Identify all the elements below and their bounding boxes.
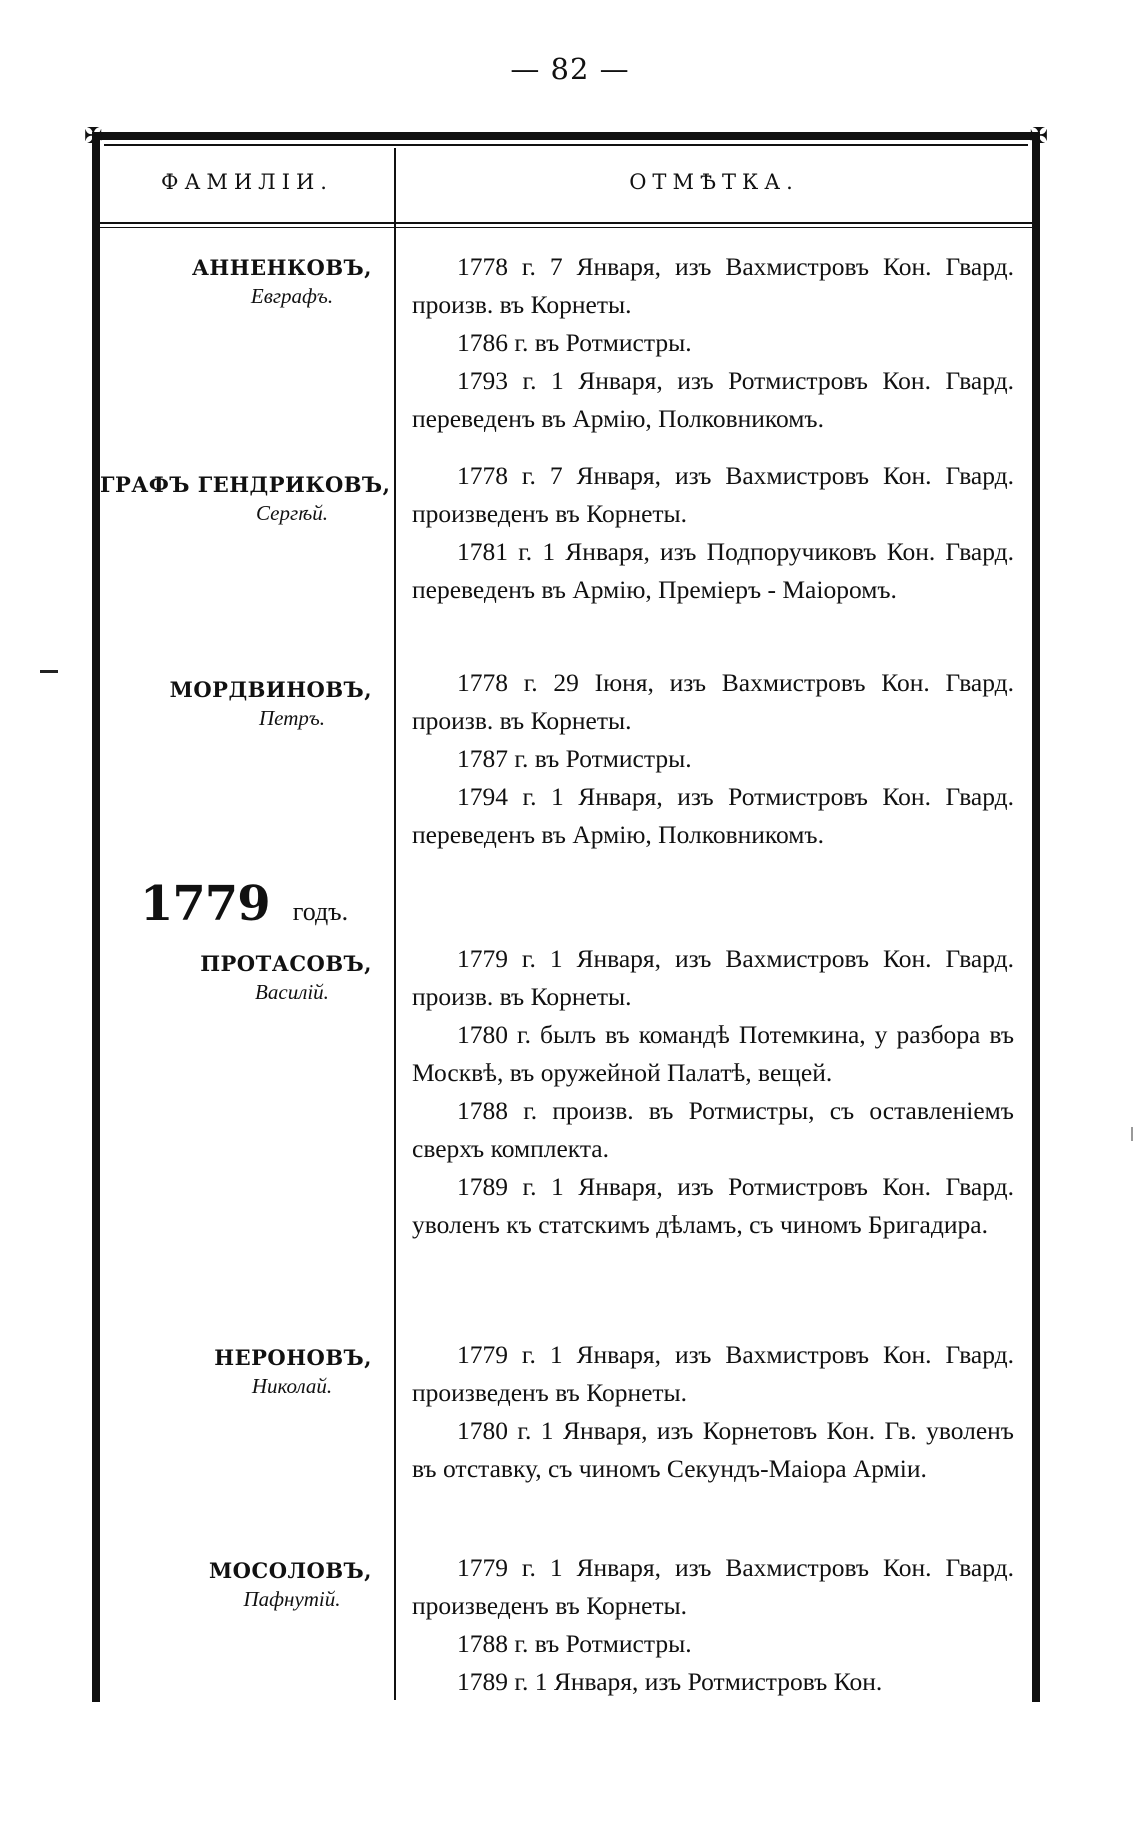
surname: ГРАФЪ ГЕНДРИКОВЪ, — [100, 472, 391, 497]
given-name: Сергѣй. — [256, 501, 328, 525]
surname: АННЕНКОВЪ, — [191, 255, 372, 280]
entry-remarks — [412, 940, 1014, 1244]
remark-line: 1779 г. 1 Января, изъ Вахмистровъ Кон. Гвард. произведенъ въ Корнеты. — [412, 1553, 1014, 1620]
page-number: — 82 — — [510, 52, 630, 86]
entry-name — [100, 255, 394, 309]
remark-line: 1780 г. 1 Января, изъ Корнетовъ Кон. Гв. уволенъ въ отставку, съ чиномъ Секундъ-Маіора Арміи. — [412, 1416, 1014, 1483]
remark-line: 1778 г. 7 Января, изъ Вахмистровъ Кон. Гвард. произведенъ въ Корнеты. — [412, 461, 1014, 528]
surname: МОРДВИНОВЪ, — [169, 677, 372, 702]
column-header-surnames: ФАМИЛІИ. — [161, 170, 333, 194]
remark-line: 1788 г. въ Ротмистры. — [457, 1629, 692, 1658]
header-rule-top — [100, 222, 1032, 224]
given-name: Евграфъ. — [250, 284, 334, 308]
surname: ПРОТАСОВЪ, — [200, 951, 372, 976]
remark-line: 1794 г. 1 Января, изъ Ротмистровъ Кон. Гвард. переведенъ въ Армію, Полковникомъ. — [412, 782, 1014, 849]
remark-line: 1780 г. былъ въ командѣ Потемкина, у разбора въ Москвѣ, въ оружейной Палатѣ, вещей. — [412, 1020, 1014, 1087]
entry-name — [100, 951, 394, 1005]
corner-ornament-right-icon: ✠ — [1029, 124, 1048, 149]
remark-line: 1778 г. 29 Іюня, изъ Вахмистровъ Кон. Гвард. произв. въ Корнеты. — [412, 668, 1014, 735]
remark-line: 1781 г. 1 Января, изъ Подпоручиковъ Кон. Гвард. переведенъ въ Армію, Преміеръ - Маіоромъ. — [412, 537, 1014, 604]
given-name: Пафнутій. — [243, 1587, 341, 1611]
entry-remarks — [412, 248, 1014, 438]
entry-name — [100, 677, 394, 731]
corner-ornament-left-icon: ✠ — [84, 124, 103, 149]
given-name: Василій. — [255, 980, 329, 1004]
column-header-remarks: ОТМѢТКА. — [629, 170, 799, 194]
surname: НЕРОНОВЪ, — [214, 1345, 372, 1370]
entry-name — [100, 1345, 394, 1399]
remark-line: 1793 г. 1 Января, изъ Ротмистровъ Кон. Гвард. переведенъ въ Армію, Полковникомъ. — [412, 366, 1014, 433]
entry-name — [100, 1558, 394, 1612]
remark-line: 1779 г. 1 Января, изъ Вахмистровъ Кон. Гвард. произведенъ въ Корнеты. — [412, 1340, 1014, 1407]
given-name: Петръ. — [258, 706, 326, 730]
entry-remarks — [412, 1336, 1014, 1488]
remark-line: 1779 г. 1 Января, изъ Вахмистровъ Кон. Гвард. произв. въ Корнеты. — [412, 944, 1014, 1011]
remark-line: 1789 г. 1 Января, изъ Ротмистровъ Кон. — [457, 1667, 883, 1696]
margin-tick — [1131, 1127, 1133, 1141]
year-heading — [140, 876, 348, 932]
remark-line: 1786 г. въ Ротмистры. — [457, 328, 692, 357]
entry-name — [100, 472, 394, 526]
column-divider — [394, 148, 396, 1700]
entry-remarks — [412, 664, 1014, 854]
given-name: Николай. — [251, 1374, 333, 1398]
year-number: 1779 — [140, 876, 270, 932]
remark-line: 1778 г. 7 Января, изъ Вахмистровъ Кон. Гвард. произв. въ Корнеты. — [412, 252, 1014, 319]
year-word: годъ. — [292, 897, 349, 926]
remark-line: 1787 г. въ Ротмистры. — [457, 744, 692, 773]
remark-line: 1789 г. 1 Января, изъ Ротмистровъ Кон. Гвард. уволенъ къ статскимъ дѣламъ, съ чиномъ Бригадира. — [412, 1172, 1014, 1239]
margin-mark — [40, 670, 58, 673]
header-rule-bottom — [100, 227, 1032, 228]
entry-remarks — [412, 457, 1014, 609]
surname: МОСОЛОВЪ, — [208, 1558, 372, 1583]
remark-line: 1788 г. произв. въ Ротмистры, съ оставленіемъ сверхъ комплекта. — [412, 1096, 1014, 1163]
entry-remarks — [412, 1549, 1014, 1701]
